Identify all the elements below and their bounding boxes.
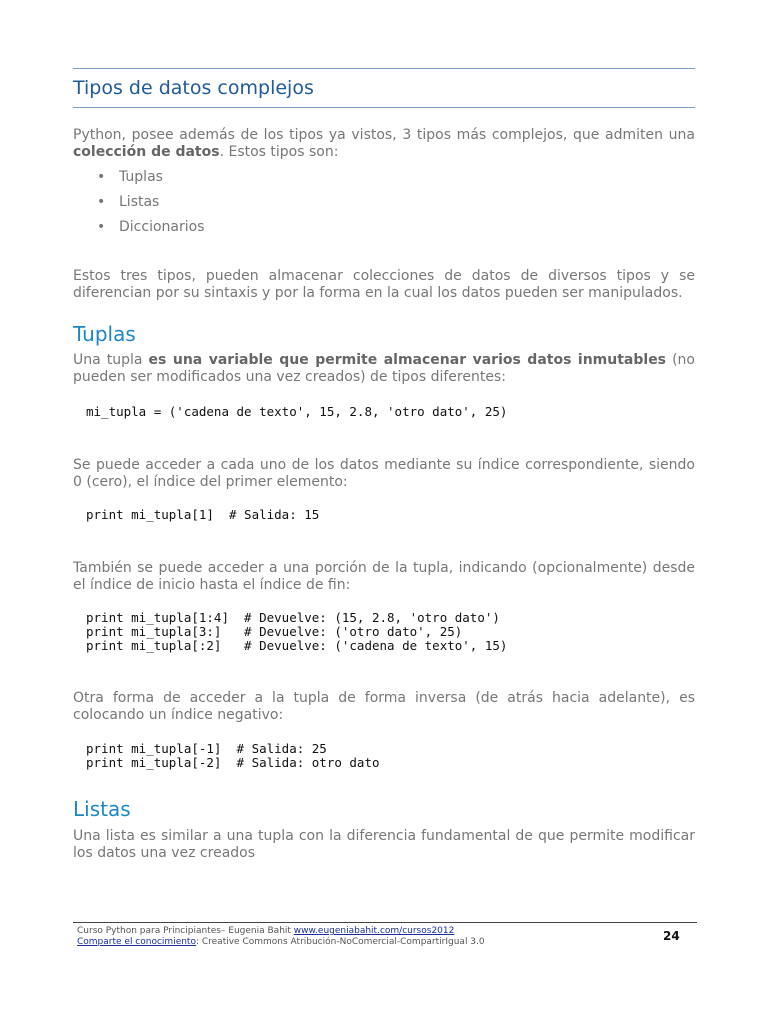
code-line: print mi_tupla[-1] # Salida: 25 <box>86 741 327 756</box>
footer-license <box>77 937 485 947</box>
tuplas-desc-text: Una tupla <box>73 352 149 368</box>
page-number: 24 <box>663 929 680 943</box>
code-line: print mi_tupla[1:4] # Devuelve: (15, 2.8, 'otro dato') <box>86 610 500 625</box>
tuplas-desc-bold: es una variable que permite almacenar varios datos inmutables <box>148 352 667 368</box>
header-rule-top <box>73 68 695 69</box>
tuplas-slice-paragraph: También se puede acceder a una porción de la tupla, indicando (opcionalmente) desde el índice de inicio hasta el índice de fin: <box>73 560 695 593</box>
list-item: Listas <box>119 194 160 210</box>
intro-text-after: . Estos tipos son: <box>219 144 339 160</box>
intro-paragraph <box>73 127 695 161</box>
tuplas-index-paragraph: Se puede acceder a cada uno de los datos mediante su índice correspondiente, siendo 0 (cero), el índice del primer elemento: <box>73 457 695 490</box>
footer-website-link[interactable]: www.eugeniabahit.com/cursos2012 <box>293 926 455 936</box>
footer-share-link[interactable]: Comparte el conocimiento <box>77 937 196 947</box>
chapter-title: Tipos de datos complejos <box>73 77 314 99</box>
code-line: print mi_tupla[:2] # Devuelve: ('cadena de texto', 15) <box>86 638 508 653</box>
code-line: print mi_tupla[-2] # Salida: otro dato <box>86 755 380 770</box>
list-item: Diccionarios <box>119 219 205 235</box>
footer-license-text: : Creative Commons Atribución-NoComercial-CompartirIgual 3.0 <box>195 937 485 947</box>
bullet-icon: • <box>97 194 106 210</box>
code-line: print mi_tupla[3:] # Devuelve: ('otro dato', 25) <box>86 624 463 639</box>
bullet-icon: • <box>97 169 106 185</box>
tuplas-desc-after: (no pueden ser modificados una vez creados) de tipos diferentes: <box>73 352 695 385</box>
types-difference-paragraph: Estos tres tipos, pueden almacenar colecciones de datos de diversos tipos y se diferencian por su sintaxis y por la forma en la cual los datos pueden ser manipulados. <box>73 268 695 301</box>
header-rule-bottom <box>73 107 695 108</box>
tuplas-heading: Tuplas <box>73 322 136 346</box>
list-item: Tuplas <box>119 169 163 185</box>
tuplas-description <box>73 352 695 386</box>
code-block-index: print mi_tupla[1] # Salida: 15 <box>86 507 320 522</box>
code-block-tuple-definition: mi_tupla = ('cadena de texto', 15, 2.8, 'otro dato', 25) <box>86 404 508 419</box>
footer-rule <box>73 922 697 923</box>
footer-credits <box>77 926 454 936</box>
intro-bold: colección de datos <box>73 144 220 160</box>
intro-text: Python, posee además de los tipos ya vistos, 3 tipos más complejos, que admiten una <box>73 127 695 143</box>
footer-author: Curso Python para Principiantes– Eugenia Bahit <box>77 926 294 936</box>
tuplas-negative-paragraph: Otra forma de acceder a la tupla de forma inversa (de atrás hacia adelante), es colocando un índice negativo: <box>73 690 695 723</box>
listas-heading: Listas <box>73 797 131 821</box>
bullet-icon: • <box>97 219 106 235</box>
listas-description: Una lista es similar a una tupla con la diferencia fundamental de que permite modificar los datos una vez creados <box>73 828 695 861</box>
